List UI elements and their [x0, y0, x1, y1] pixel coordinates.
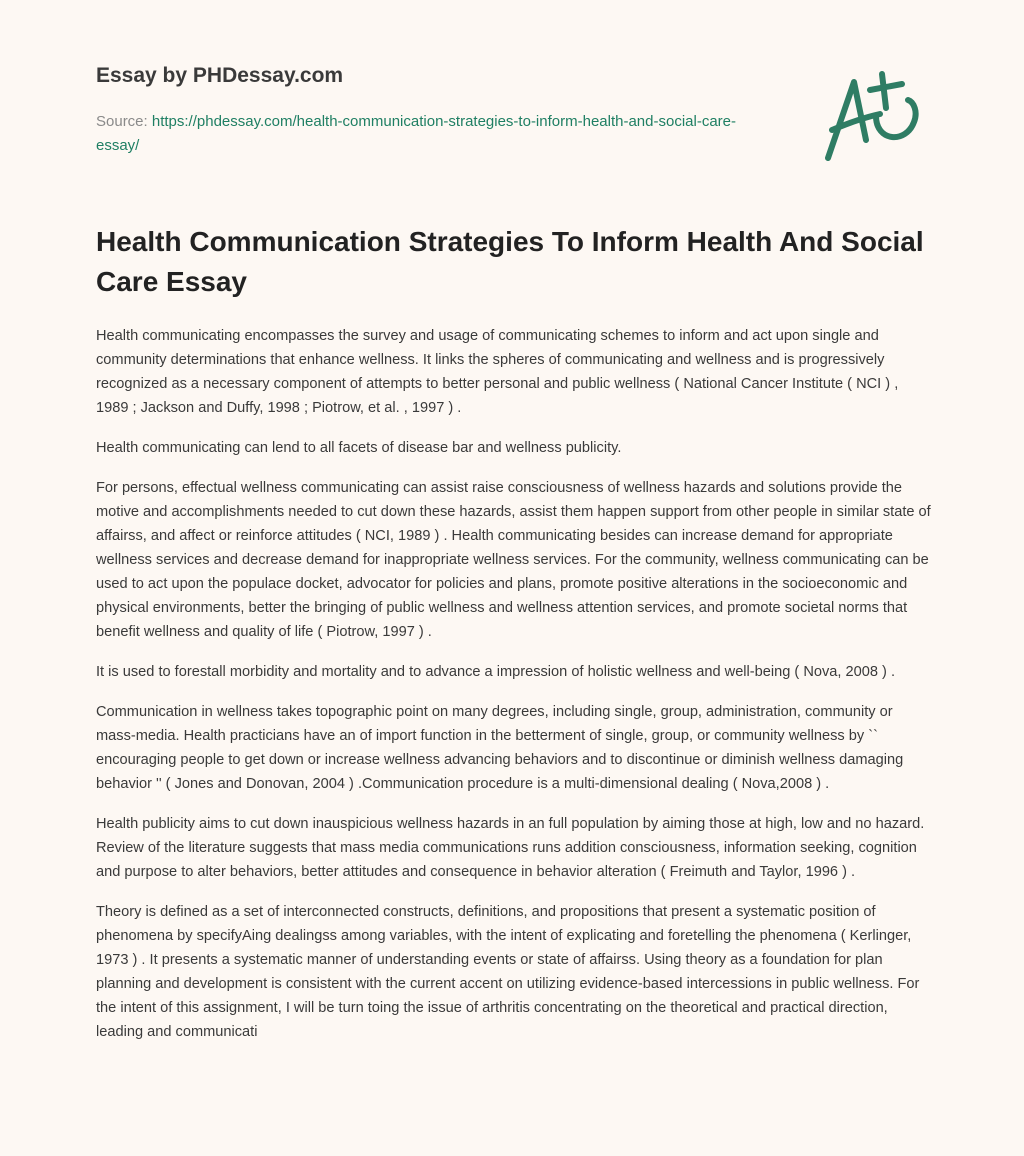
- paragraph: It is used to forestall morbidity and mortality and to advance a impression of holistic wellness and well-being ( Nova, 2008 ) .: [96, 664, 895, 680]
- source-link[interactable]: https://phdessay.com/health-communication-strategies-to-inform-health-and-social-care-essay/: [96, 113, 737, 154]
- paragraph: Theory is defined as a set of interconnected constructs, definitions, and propositions that present a systematic position of phenomena by specifyAing dealingss among variables, with the intent of explicating and foretelling the phenomena ( Kerlinger, 1973 ) . It presents a systematic manner of understanding events or state of affairss. Using theory as a foundation for plan planning and development is consistent with the current accent on utilizing evidence-based intercessions in public wellness. For the intent of this assignment, I will be turn toing the issue of arthritis concentrating on the theoretical and practical direction, leading and communicati: [96, 904, 920, 1040]
- paragraph: For persons, effectual wellness communicating can assist raise consciousness of wellness hazards and solutions provide the motive and accomplishments needed to cut down these hazards, assist them happen support from other people in similar state of affairss, and affect or reinforce attitudes ( NCI, 1989 ) . Health communicating besides can increase demand for appropriate wellness services and decrease demand for inappropriate wellness services. For the community, wellness communicating can be used to act upon the populace docket, advocator for policies and plans, promote positive alterations in the socioeconomic and physical environments, better the bringing of public wellness and wellness attention services, and promote societal norms that benefit wellness and quality of life ( Piotrow, 1997 ) .: [96, 480, 931, 640]
- a-plus-logo-icon: [818, 68, 928, 164]
- article-title: Health Communication Strategies To Inform Health And Social Care Essay: [96, 226, 924, 297]
- site-title: Essay by PHDessay.com: [96, 64, 344, 87]
- paragraph: Health communicating can lend to all facets of disease bar and wellness publicity.: [96, 440, 622, 456]
- article-body: [96, 324, 932, 1060]
- source-line: [96, 110, 736, 158]
- source-label: Source:: [96, 113, 148, 130]
- paragraph: Communication in wellness takes topographic point on many degrees, including single, group, administration, community or mass-media. Health practicians have an of import function in the betterment of single, group, or community wellness by `` encouraging people to get down or increase wellness advancing behaviors and to discontinue or diminish wellness damaging behavior '' ( Jones and Donovan, 2004 ) .Communication procedure is a multi-dimensional dealing ( Nova,2008 ) .: [96, 704, 904, 792]
- paragraph: Health publicity aims to cut down inauspicious wellness hazards in an full population by aiming those at high, low and no hazard. Review of the literature suggests that mass media communications runs addition consciousness, information seeking, cognition and purpose to alter behaviors, better attitudes and consequence in behavior alteration ( Freimuth and Taylor, 1996 ) .: [96, 816, 925, 880]
- paragraph: Health communicating encompasses the survey and usage of communicating schemes to inform and act upon single and community determinations that enhance wellness. It links the spheres of communicating and wellness and is progressively recognized as a necessary component of attempts to better personal and public wellness ( National Cancer Institute ( NCI ) , 1989 ; Jackson and Duffy, 1998 ; Piotrow, et al. , 1997 ) .: [96, 328, 899, 416]
